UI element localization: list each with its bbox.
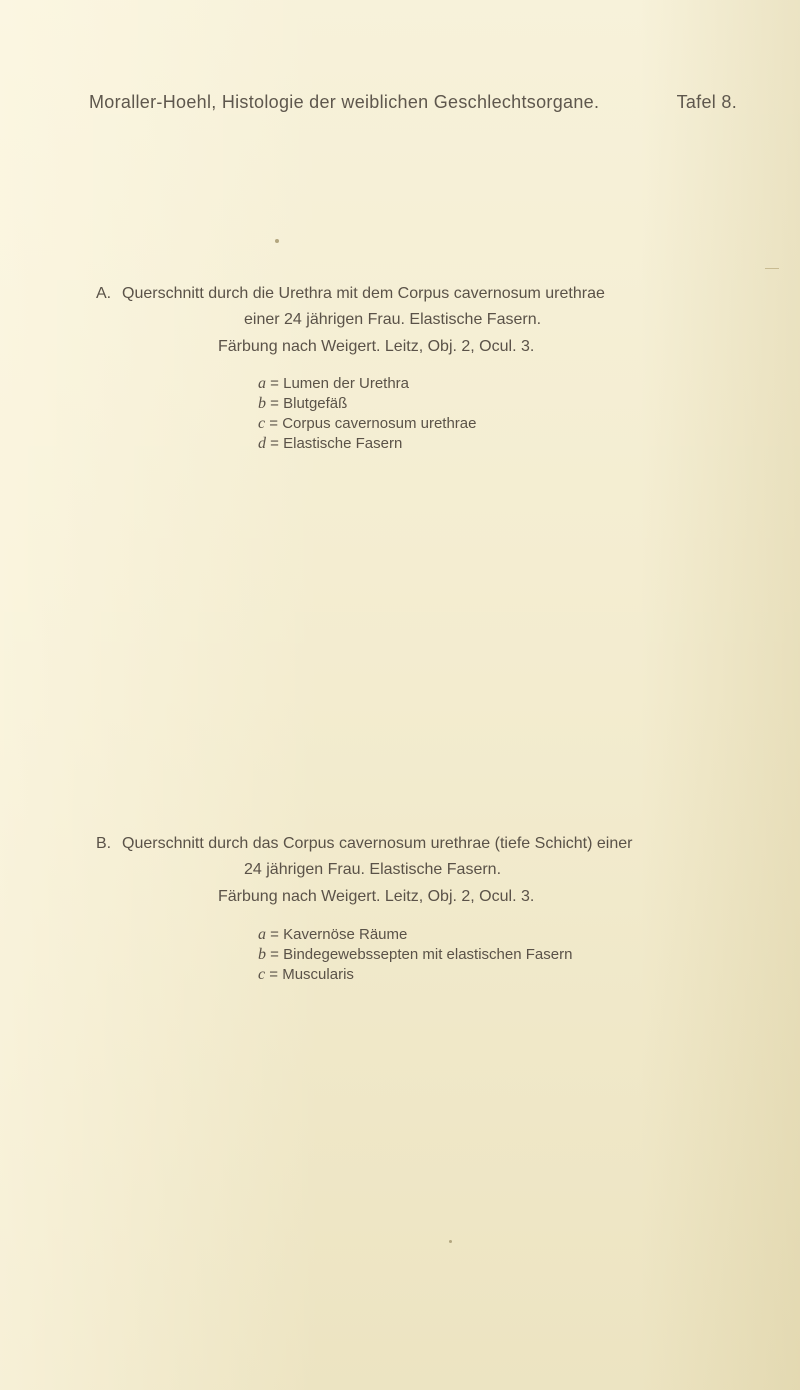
- paper-speck: [765, 268, 779, 269]
- legend-text: Lumen der Urethra: [283, 375, 410, 392]
- legend-item: [258, 925, 407, 945]
- legend-item: [258, 434, 402, 454]
- legend-key: a: [258, 375, 266, 392]
- legend-text: Blutgefäß: [283, 395, 348, 412]
- legend-sep: =: [269, 966, 279, 983]
- plate-number: Tafel 8.: [676, 92, 737, 112]
- section-b-caption-line-1: [96, 834, 632, 854]
- section-a-caption-line-1: [96, 284, 605, 304]
- legend-item: [258, 965, 354, 985]
- section-b-caption-line-3: Färbung nach Weigert. Leitz, Obj. 2, Ocul. 3.: [218, 888, 535, 905]
- legend-sep: =: [270, 435, 279, 452]
- paper-speck: [275, 239, 279, 243]
- legend-item: [258, 394, 347, 414]
- legend-item: [258, 414, 476, 434]
- legend-item: [258, 945, 572, 965]
- section-a-caption-line-3: Färbung nach Weigert. Leitz, Obj. 2, Ocul. 3.: [218, 338, 535, 355]
- legend-key: b: [258, 946, 266, 963]
- legend-key: c: [258, 415, 266, 432]
- header-title: Moraller-Hoehl, Histologie der weiblichen Geschlechtsorgane.: [89, 92, 600, 112]
- section-a-caption-line-2: einer 24 jährigen Frau. Elastische Fasern.: [244, 311, 542, 328]
- legend-sep: =: [270, 375, 279, 392]
- legend-key: b: [258, 395, 266, 412]
- section-a-title: Querschnitt durch die Urethra mit dem Corpus cavernosum urethrae: [122, 285, 605, 302]
- legend-sep: =: [270, 946, 279, 963]
- legend-text: Bindegewebssepten mit elastischen Fasern: [283, 946, 573, 963]
- legend-text: Elastische Fasern: [283, 435, 403, 452]
- legend-key: a: [258, 926, 266, 943]
- section-b-letter: B.: [96, 835, 112, 852]
- legend-sep: =: [270, 395, 279, 412]
- section-b-caption-line-2: 24 jährigen Frau. Elastische Fasern.: [244, 861, 502, 878]
- paper-speck: [449, 1240, 452, 1243]
- page-header: [89, 92, 737, 122]
- section-b-title: Querschnitt durch das Corpus cavernosum urethrae (tiefe Schicht) einer: [122, 835, 633, 852]
- section-a-letter: A.: [96, 285, 112, 302]
- legend-text: Kavernöse Räume: [283, 926, 408, 943]
- legend-key: d: [258, 435, 266, 452]
- legend-key: c: [258, 966, 266, 983]
- legend-sep: =: [270, 926, 279, 943]
- legend-text: Corpus cavernosum urethrae: [282, 415, 477, 432]
- legend-text: Muscularis: [282, 966, 354, 983]
- legend-item: [258, 374, 409, 394]
- legend-sep: =: [269, 415, 279, 432]
